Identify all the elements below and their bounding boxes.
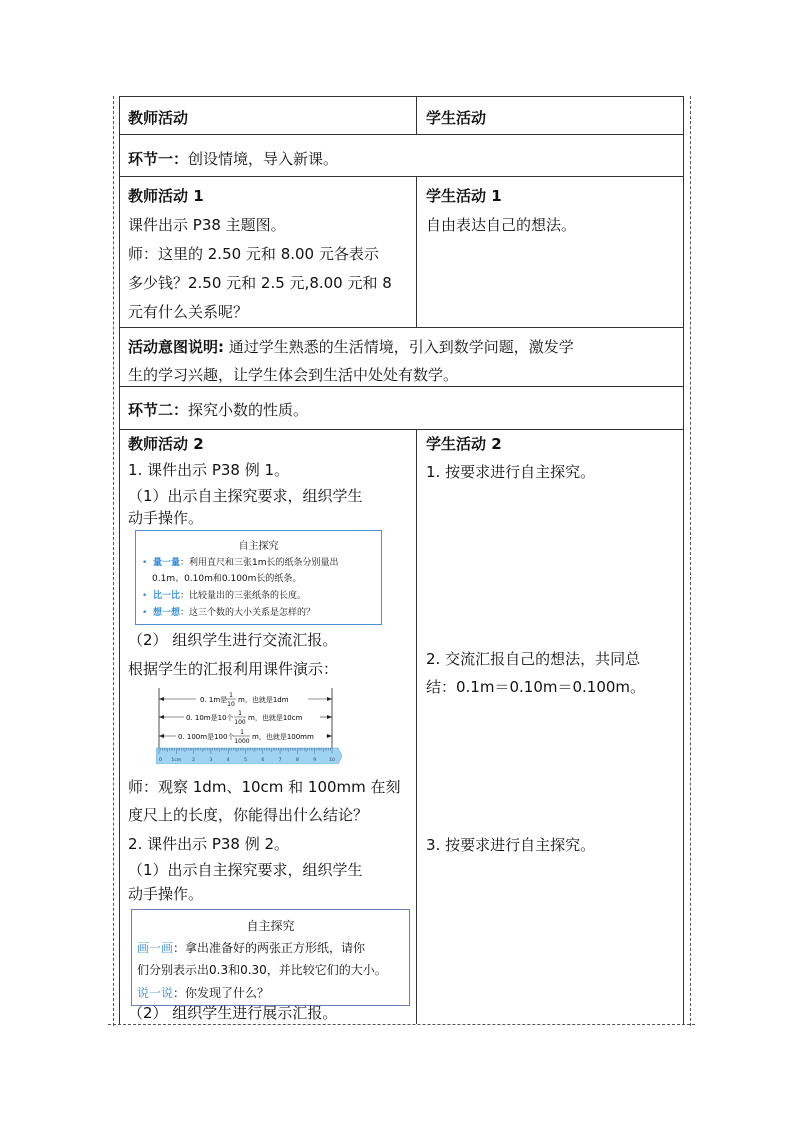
section2-heading xyxy=(128,399,308,420)
teacher2-line: 2. 课件出示 P38 例 2。 xyxy=(128,835,290,853)
student2-heading: 学生活动 2 xyxy=(426,435,502,453)
teacher2-line: 根据学生的汇报利用课件演示： xyxy=(128,660,339,678)
explore-box-2 xyxy=(131,909,410,1006)
margin-dash xyxy=(690,96,691,1026)
teacher2-line: 度尺上的长度，你能得出什么结论？ xyxy=(128,806,369,824)
teacher2-line: 动手操作。 xyxy=(128,509,204,527)
ruler-row2-den: 100 xyxy=(234,719,246,726)
intent-line2: 生的学习兴趣，让学生体会到生活中处处有数学。 xyxy=(128,366,459,384)
row-divider xyxy=(119,176,684,177)
ruler-row1-den: 10 xyxy=(227,701,235,708)
teacher2-line: 动手操作。 xyxy=(128,885,204,903)
ruler-tick-label: 5 xyxy=(244,758,247,763)
explore-item-draw-cont: 们分别表示出0.3和0.30，并比较它们的大小。 xyxy=(137,963,387,977)
explore-item-text: ：比较量出的三张纸条的长度。 xyxy=(180,591,307,601)
ruler-row1-num: 1 xyxy=(229,692,233,699)
teacher2-heading: 教师活动 2 xyxy=(128,435,204,453)
student2-line: 1. 按要求进行自主探究。 xyxy=(426,463,596,481)
ruler-row3-a: 0. 100m是100个 xyxy=(178,733,235,741)
ruler-tick-label: 0 xyxy=(159,758,162,763)
intent-text: 通过学生熟悉的生活情境，引入到数学问题，激发学 xyxy=(228,338,574,356)
explore-item-compare: • 比一比：比较量出的三张纸条的长度。 xyxy=(142,591,307,601)
ruler-tick-label: 1cm xyxy=(171,758,182,763)
ruler-row2-num: 1 xyxy=(238,710,242,717)
column-divider xyxy=(416,176,417,327)
ruler-tick-label: 9 xyxy=(313,758,317,763)
ruler-tick-label: 2 xyxy=(192,758,196,763)
ruler-tick-label: 8 xyxy=(295,758,299,763)
ruler-tick-label: 7 xyxy=(278,758,282,763)
table-border-right xyxy=(683,96,684,1024)
explore-item-say xyxy=(137,984,269,1001)
ruler-row1-a: 0. 1m是 xyxy=(200,696,228,704)
margin-dash xyxy=(108,1024,695,1025)
ruler-row2-b: m，也就是10cm xyxy=(248,714,303,722)
teacher2-line: （1）出示自主探究要求，组织学生 xyxy=(128,861,363,879)
ruler-row3-num: 1 xyxy=(240,729,244,736)
explore-item-think: • 想一想：这三个数的大小关系是怎样的？ xyxy=(142,608,316,618)
header-student: 学生活动 xyxy=(426,109,487,127)
teacher1-line: 多少钱？2.50 元和 2.5 元,8.00 元和 8 xyxy=(128,274,392,292)
teacher1-heading: 教师活动 1 xyxy=(128,187,204,205)
explore-box-1 xyxy=(135,530,382,625)
column-divider xyxy=(416,96,417,134)
explore-item-text: ：拿出准备好的两张正方形纸，请你 xyxy=(173,941,366,955)
student2-line: 结：0.1m＝0.10m＝0.100m。 xyxy=(426,678,646,696)
ruler-row3-den: 1000 xyxy=(234,738,250,745)
section1-text: 创设情境，导入新课。 xyxy=(188,150,339,168)
section2-text: 探究小数的性质。 xyxy=(188,401,309,419)
header-teacher: 教师活动 xyxy=(128,109,189,127)
explore-item-draw xyxy=(137,939,365,956)
table-border-top xyxy=(119,96,684,97)
explore-item-key: 比一比 xyxy=(153,591,181,601)
explore-item-key: 想一想 xyxy=(153,608,181,618)
margin-dash xyxy=(113,96,114,1026)
intent-line1 xyxy=(128,336,574,357)
section1-heading xyxy=(128,148,338,169)
ruler-row2-a: 0. 10m是10个 xyxy=(186,714,234,722)
explore-box-title: 自主探究 xyxy=(246,919,295,933)
teacher2-line: 1. 课件出示 P38 例 1。 xyxy=(128,461,290,479)
explore-item-text: ：利用直尺和三张1m长的纸条分别量出 xyxy=(180,558,339,568)
student2-line: 3. 按要求进行自主探究。 xyxy=(426,836,596,854)
row-divider xyxy=(119,386,684,387)
section2-label: 环节二： xyxy=(128,401,189,419)
column-divider xyxy=(416,429,417,1024)
teacher2-line: 师：观察 1dm、10cm 和 100mm 在刻 xyxy=(128,778,401,796)
explore-item-key: 画一画 xyxy=(137,941,174,955)
explore-box-title: 自主探究 xyxy=(238,541,279,552)
explore-item-cont: 0.1m、0.10m和0.100m长的纸条。 xyxy=(152,574,302,584)
ruler-tick-label: 6 xyxy=(261,758,265,763)
ruler-tick-label: 10 xyxy=(329,758,335,763)
row-divider xyxy=(119,327,684,328)
student1-text: 自由表达自己的想法。 xyxy=(426,216,577,234)
section1-label: 环节一： xyxy=(128,150,189,168)
ruler-figure xyxy=(156,688,366,764)
ruler-row1-b: m，也就是1dm xyxy=(238,696,289,704)
student2-line: 2. 交流汇报自己的想法，共同总 xyxy=(426,650,641,668)
student1-heading: 学生活动 1 xyxy=(426,187,502,205)
explore-item-text: ：你发现了什么？ xyxy=(173,986,270,1000)
intent-label: 活动意图说明: xyxy=(128,338,224,356)
explore-item-text: ：这三个数的大小关系是怎样的？ xyxy=(180,608,316,618)
teacher2-line: （2） 组织学生进行交流汇报。 xyxy=(128,631,338,649)
teacher1-line: 课件出示 P38 主题图。 xyxy=(128,216,286,234)
teacher1-line: 元有什么关系呢？ xyxy=(128,303,249,321)
ruler-row3-b: m，也就是100mm xyxy=(252,733,314,741)
row-divider xyxy=(119,134,684,135)
explore-item-key: 说一说 xyxy=(137,986,174,1000)
row-divider xyxy=(119,429,684,430)
teacher2-line: （2） 组织学生进行展示汇报。 xyxy=(128,1004,338,1022)
explore-item-key: 量一量 xyxy=(153,558,181,568)
ruler-tick-label: 4 xyxy=(226,758,230,763)
table-border-left xyxy=(119,96,120,1024)
explore-item-measure: • 量一量：利用直尺和三张1m长的纸条分别量出 xyxy=(142,558,339,568)
teacher1-line: 师：这里的 2.50 元和 8.00 元各表示 xyxy=(128,245,379,263)
teacher2-line: （1）出示自主探究要求，组织学生 xyxy=(128,487,363,505)
ruler-tick-label: 3 xyxy=(209,758,213,763)
